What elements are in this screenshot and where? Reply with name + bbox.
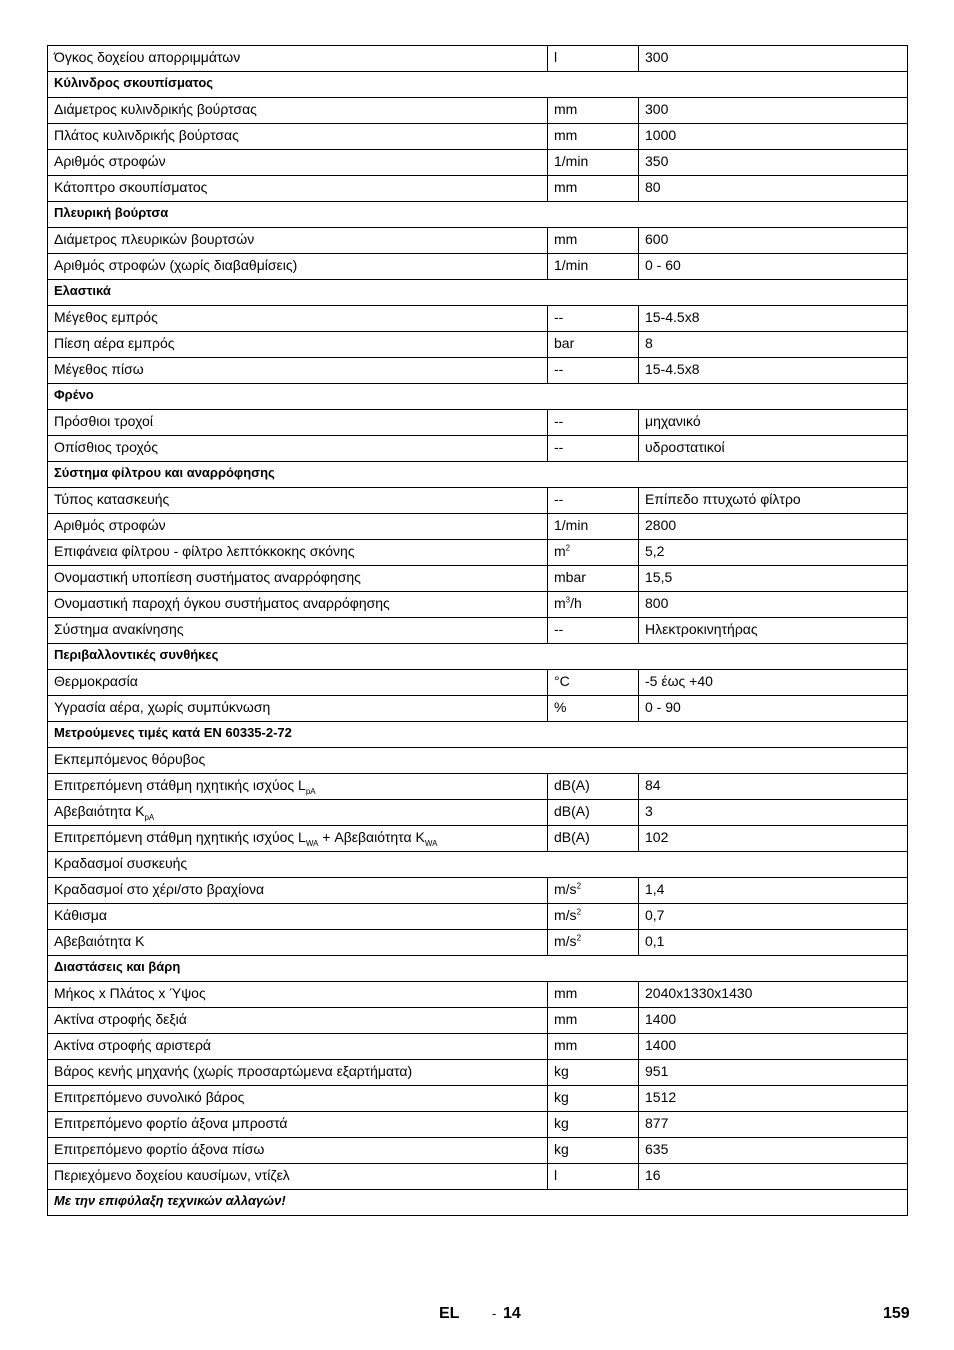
unit-text: kg bbox=[554, 1063, 569, 1079]
spec-unit bbox=[548, 618, 639, 644]
unit-text: mm bbox=[554, 127, 578, 143]
unit-text: l bbox=[554, 1167, 558, 1183]
unit-text: 1/min bbox=[554, 153, 589, 169]
unit-text: -- bbox=[554, 413, 564, 429]
technical-data-body bbox=[48, 46, 908, 1216]
spec-value: -5 έως +40 bbox=[639, 670, 908, 696]
label-part: + Αβεβαιότητα K bbox=[318, 829, 425, 845]
table-row bbox=[48, 124, 908, 150]
unit-text: dB(A) bbox=[554, 829, 590, 845]
table-row bbox=[48, 254, 908, 280]
spec-value: Επίπεδο πτυχωτό φίλτρο bbox=[639, 488, 908, 514]
subheading-row bbox=[48, 852, 908, 878]
spec-unit bbox=[548, 1034, 639, 1060]
table-row bbox=[48, 228, 908, 254]
table-row bbox=[48, 982, 908, 1008]
unit-text: mm bbox=[554, 985, 578, 1001]
spec-unit bbox=[548, 254, 639, 280]
spec-unit bbox=[548, 1008, 639, 1034]
subheading-row bbox=[48, 748, 908, 774]
section-page-number: 14 bbox=[503, 1305, 521, 1322]
spec-value: 15,5 bbox=[639, 566, 908, 592]
unit-text: m bbox=[554, 543, 566, 559]
footnote-text: Με την επιφύλαξη τεχνικών αλλαγών! bbox=[48, 1190, 908, 1216]
spec-value: 2040x1330x1430 bbox=[639, 982, 908, 1008]
spec-unit bbox=[548, 410, 639, 436]
unit-text: mbar bbox=[554, 569, 586, 585]
subheading-text: Εκπεμπόμενος θόρυβος bbox=[48, 748, 908, 774]
spec-value: 15-4.5x8 bbox=[639, 306, 908, 332]
spec-unit bbox=[548, 540, 639, 566]
footnote-row bbox=[48, 1190, 908, 1216]
spec-unit bbox=[548, 488, 639, 514]
section-header-row bbox=[48, 280, 908, 306]
section-title: Φρένο bbox=[48, 384, 908, 410]
spec-value: 80 bbox=[639, 176, 908, 202]
spec-value: 0,7 bbox=[639, 904, 908, 930]
spec-label: Ονομαστική υποπίεση συστήματος αναρρόφησης bbox=[48, 566, 548, 592]
spec-unit bbox=[548, 150, 639, 176]
subheading-text: Κραδασμοί συσκευής bbox=[48, 852, 908, 878]
spec-label: Επιτρεπόμενο φορτίο άξονα μπροστά bbox=[48, 1112, 548, 1138]
spec-label: Μέγεθος εμπρός bbox=[48, 306, 548, 332]
table-row bbox=[48, 1138, 908, 1164]
page-number: 159 bbox=[883, 1305, 910, 1322]
unit-text: m/s bbox=[554, 907, 577, 923]
spec-value: 0 - 60 bbox=[639, 254, 908, 280]
spec-label bbox=[48, 774, 548, 800]
spec-label: Πίεση αέρα εμπρός bbox=[48, 332, 548, 358]
spec-value: μηχανικό bbox=[639, 410, 908, 436]
spec-value: 1,4 bbox=[639, 878, 908, 904]
spec-label: Περιεχόμενο δοχείου καυσίμων, ντίζελ bbox=[48, 1164, 548, 1190]
section-title: Μετρούμενες τιμές κατά EN 60335-2-72 bbox=[48, 722, 908, 748]
spec-value: 300 bbox=[639, 46, 908, 72]
label-part: Αβεβαιότητα K bbox=[54, 803, 145, 819]
table-row bbox=[48, 488, 908, 514]
table-row bbox=[48, 1008, 908, 1034]
spec-unit bbox=[548, 228, 639, 254]
spec-label: Πλάτος κυλινδρικής βούρτσας bbox=[48, 124, 548, 150]
spec-label: Αριθμός στροφών (χωρίς διαβαθμίσεις) bbox=[48, 254, 548, 280]
section-header-row bbox=[48, 462, 908, 488]
unit-text: m bbox=[554, 595, 566, 611]
spec-value: 8 bbox=[639, 332, 908, 358]
table-row bbox=[48, 826, 908, 852]
table-row bbox=[48, 176, 908, 202]
table-row bbox=[48, 1034, 908, 1060]
unit-text: kg bbox=[554, 1089, 569, 1105]
table-row bbox=[48, 46, 908, 72]
spec-label: Επιφάνεια φίλτρου - φίλτρο λεπτόκκοκης σκόνης bbox=[48, 540, 548, 566]
spec-value: 2800 bbox=[639, 514, 908, 540]
spec-label: Αριθμός στροφών bbox=[48, 150, 548, 176]
unit-text: l bbox=[554, 49, 558, 65]
label-subscript: WA bbox=[305, 838, 319, 848]
spec-label: Σύστημα ανακίνησης bbox=[48, 618, 548, 644]
technical-data-table bbox=[47, 45, 908, 1216]
page-footer bbox=[0, 1305, 954, 1329]
spec-unit bbox=[548, 1112, 639, 1138]
spec-unit bbox=[548, 982, 639, 1008]
table-row bbox=[48, 332, 908, 358]
spec-label: Ονομαστική παροχή όγκου συστήματος αναρρόφησης bbox=[48, 592, 548, 618]
unit-text: 1/min bbox=[554, 517, 589, 533]
table-row bbox=[48, 540, 908, 566]
section-header-row bbox=[48, 722, 908, 748]
table-row bbox=[48, 98, 908, 124]
spec-label: Μέγεθος πίσω bbox=[48, 358, 548, 384]
spec-label: Θερμοκρασία bbox=[48, 670, 548, 696]
section-title: Περιβαλλοντικές συνθήκες bbox=[48, 644, 908, 670]
spec-label: Οπίσθιος τροχός bbox=[48, 436, 548, 462]
unit-text: mm bbox=[554, 231, 578, 247]
unit-superscript: 2 bbox=[576, 881, 582, 891]
unit-text: bar bbox=[554, 335, 575, 351]
spec-label: Πρόσθιοι τροχοί bbox=[48, 410, 548, 436]
spec-label: Αριθμός στροφών bbox=[48, 514, 548, 540]
unit-text: mm bbox=[554, 1037, 578, 1053]
spec-value: 16 bbox=[639, 1164, 908, 1190]
unit-text: -- bbox=[554, 621, 564, 637]
table-row bbox=[48, 930, 908, 956]
label-subscript: WA bbox=[424, 838, 438, 848]
spec-unit bbox=[548, 800, 639, 826]
section-header-row bbox=[48, 956, 908, 982]
unit-text: dB(A) bbox=[554, 803, 590, 819]
spec-label bbox=[48, 826, 548, 852]
unit-text: m/s bbox=[554, 933, 577, 949]
spec-unit bbox=[548, 878, 639, 904]
unit-text: -- bbox=[554, 439, 564, 455]
label-part: Επιτρεπόμενη στάθμη ηχητικής ισχύος L bbox=[54, 777, 306, 793]
spec-label: Ακτίνα στροφής αριστερά bbox=[48, 1034, 548, 1060]
spec-label: Διάμετρος πλευρικών βουρτσών bbox=[48, 228, 548, 254]
spec-unit bbox=[548, 566, 639, 592]
spec-label: Τύπος κατασκευής bbox=[48, 488, 548, 514]
spec-unit bbox=[548, 930, 639, 956]
spec-value: 3 bbox=[639, 800, 908, 826]
spec-value: 635 bbox=[639, 1138, 908, 1164]
unit-text: 1/min bbox=[554, 257, 589, 273]
unit-text: % bbox=[554, 699, 567, 715]
spec-label: Κραδασμοί στο χέρι/στο βραχίονα bbox=[48, 878, 548, 904]
table-row bbox=[48, 1086, 908, 1112]
spec-label: Βάρος κενής μηχανής (χωρίς προσαρτώμενα εξαρτήματα) bbox=[48, 1060, 548, 1086]
unit-superscript: 2 bbox=[565, 543, 571, 553]
spec-unit bbox=[548, 514, 639, 540]
table-row bbox=[48, 514, 908, 540]
spec-value: Ηλεκτροκινητήρας bbox=[639, 618, 908, 644]
unit-text: °C bbox=[554, 673, 570, 689]
table-row bbox=[48, 1164, 908, 1190]
spec-label: Ακτίνα στροφής δεξιά bbox=[48, 1008, 548, 1034]
spec-value: 102 bbox=[639, 826, 908, 852]
label-part: Επιτρεπόμενη στάθμη ηχητικής ισχύος L bbox=[54, 829, 306, 845]
spec-unit bbox=[548, 46, 639, 72]
spec-unit bbox=[548, 1086, 639, 1112]
table-row bbox=[48, 774, 908, 800]
table-row bbox=[48, 410, 908, 436]
spec-unit bbox=[548, 826, 639, 852]
section-title: Ελαστικά bbox=[48, 280, 908, 306]
spec-unit bbox=[548, 358, 639, 384]
spec-label: Επιτρεπόμενο συνολικό βάρος bbox=[48, 1086, 548, 1112]
unit-text: -- bbox=[554, 491, 564, 507]
section-header-row bbox=[48, 72, 908, 98]
spec-value: 1512 bbox=[639, 1086, 908, 1112]
spec-label: Επιτρεπόμενο φορτίο άξονα πίσω bbox=[48, 1138, 548, 1164]
table-row bbox=[48, 800, 908, 826]
spec-label: Κάθισμα bbox=[48, 904, 548, 930]
spec-value: 951 bbox=[639, 1060, 908, 1086]
unit-text: m/s bbox=[554, 881, 577, 897]
spec-unit bbox=[548, 904, 639, 930]
unit-text: mm bbox=[554, 101, 578, 117]
spec-label: Όγκος δοχείου απορριμμάτων bbox=[48, 46, 548, 72]
spec-value: 877 bbox=[639, 1112, 908, 1138]
footer-dash: - bbox=[492, 1306, 497, 1321]
spec-label: Διάμετρος κυλινδρικής βούρτσας bbox=[48, 98, 548, 124]
table-row bbox=[48, 696, 908, 722]
section-header-row bbox=[48, 644, 908, 670]
spec-unit bbox=[548, 774, 639, 800]
unit-superscript: 3 bbox=[565, 595, 571, 605]
spec-value: 300 bbox=[639, 98, 908, 124]
spec-label: Αβεβαιότητα K bbox=[48, 930, 548, 956]
spec-value: υδροστατικοί bbox=[639, 436, 908, 462]
spec-unit bbox=[548, 696, 639, 722]
spec-label: Υγρασία αέρα, χωρίς συμπύκνωση bbox=[48, 696, 548, 722]
table-row bbox=[48, 878, 908, 904]
spec-unit bbox=[548, 124, 639, 150]
unit-superscript: 2 bbox=[576, 933, 582, 943]
unit-superscript: 2 bbox=[576, 907, 582, 917]
spec-unit bbox=[548, 670, 639, 696]
table-row bbox=[48, 1060, 908, 1086]
spec-value: 84 bbox=[639, 774, 908, 800]
spec-unit bbox=[548, 1164, 639, 1190]
language-code: EL bbox=[439, 1305, 460, 1322]
table-row bbox=[48, 618, 908, 644]
spec-label: Μήκος x Πλάτος x Ύψος bbox=[48, 982, 548, 1008]
unit-text: -- bbox=[554, 309, 564, 325]
spec-value: 600 bbox=[639, 228, 908, 254]
section-title: Πλευρική βούρτσα bbox=[48, 202, 908, 228]
spec-unit bbox=[548, 306, 639, 332]
section-title: Σύστημα φίλτρου και αναρρόφησης bbox=[48, 462, 908, 488]
section-header-row bbox=[48, 202, 908, 228]
spec-unit bbox=[548, 176, 639, 202]
unit-text: mm bbox=[554, 179, 578, 195]
section-title: Κύλινδρος σκουπίσματος bbox=[48, 72, 908, 98]
spec-value: 15-4.5x8 bbox=[639, 358, 908, 384]
spec-unit bbox=[548, 592, 639, 618]
label-subscript: pA bbox=[144, 812, 155, 822]
table-row bbox=[48, 306, 908, 332]
table-row bbox=[48, 566, 908, 592]
unit-text: dB(A) bbox=[554, 777, 590, 793]
spec-value: 1400 bbox=[639, 1008, 908, 1034]
label-subscript: pA bbox=[305, 786, 316, 796]
spec-value: 1400 bbox=[639, 1034, 908, 1060]
spec-value: 5,2 bbox=[639, 540, 908, 566]
table-row bbox=[48, 592, 908, 618]
spec-unit bbox=[548, 1060, 639, 1086]
spec-value: 0 - 90 bbox=[639, 696, 908, 722]
spec-label: Κάτοπτρο σκουπίσματος bbox=[48, 176, 548, 202]
spec-unit bbox=[548, 332, 639, 358]
spec-value: 0,1 bbox=[639, 930, 908, 956]
table-row bbox=[48, 670, 908, 696]
unit-text: -- bbox=[554, 361, 564, 377]
table-row bbox=[48, 150, 908, 176]
table-row bbox=[48, 1112, 908, 1138]
spec-unit bbox=[548, 98, 639, 124]
spec-value: 350 bbox=[639, 150, 908, 176]
unit-tail: /h bbox=[570, 595, 582, 611]
spec-unit bbox=[548, 1138, 639, 1164]
unit-text: kg bbox=[554, 1115, 569, 1131]
table-row bbox=[48, 358, 908, 384]
spec-unit bbox=[548, 436, 639, 462]
spec-value: 800 bbox=[639, 592, 908, 618]
section-title: Διαστάσεις και βάρη bbox=[48, 956, 908, 982]
table-row bbox=[48, 904, 908, 930]
unit-text: kg bbox=[554, 1141, 569, 1157]
section-header-row bbox=[48, 384, 908, 410]
spec-value: 1000 bbox=[639, 124, 908, 150]
spec-label bbox=[48, 800, 548, 826]
unit-text: mm bbox=[554, 1011, 578, 1027]
table-row bbox=[48, 436, 908, 462]
